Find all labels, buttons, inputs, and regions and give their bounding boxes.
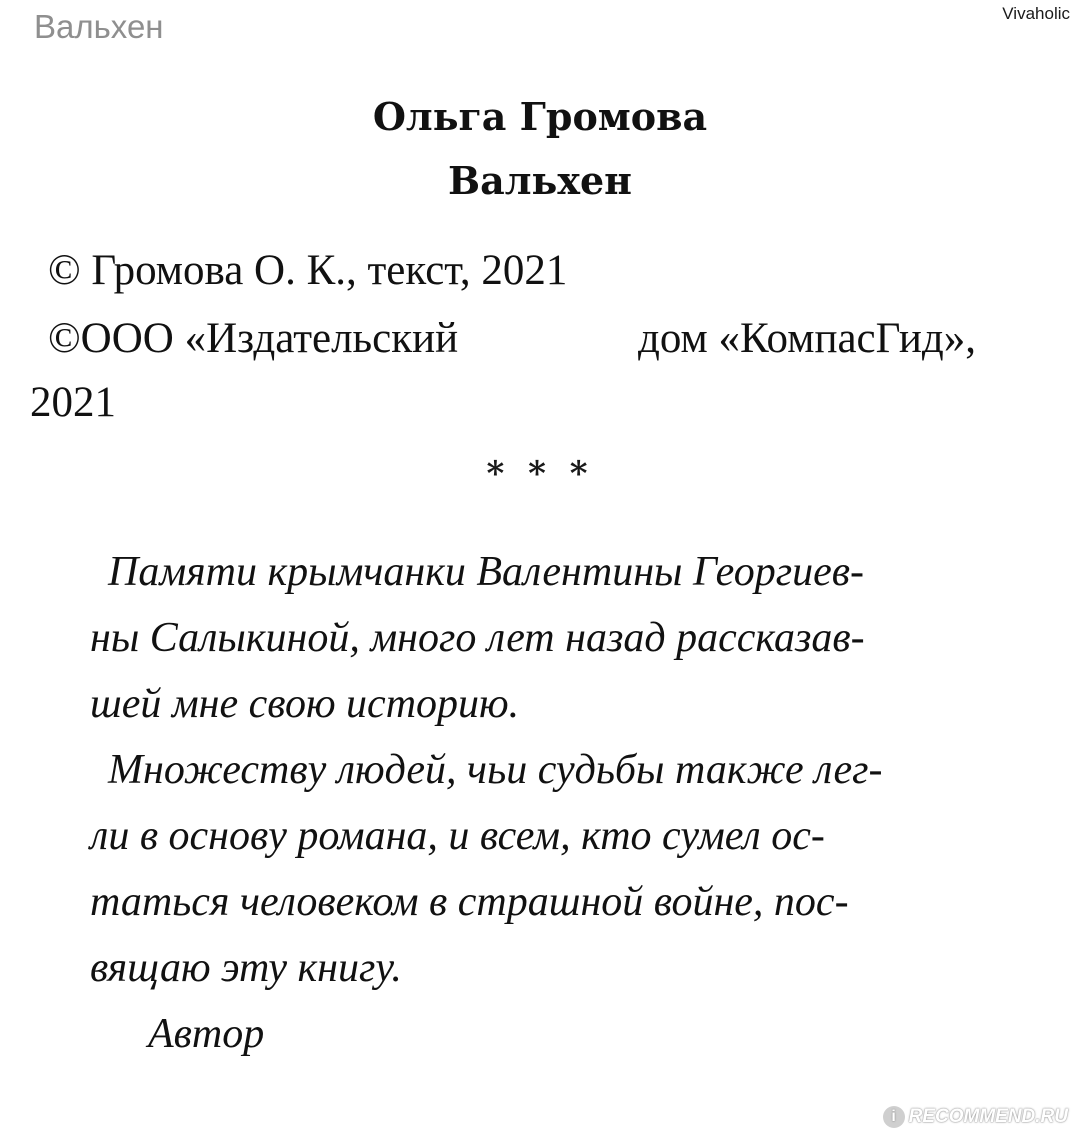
dedication-line: таться человеком в страшной войне, пос-	[90, 879, 849, 925]
recommend-watermark	[883, 1106, 1068, 1128]
dedication-signature: Автор	[148, 1011, 265, 1057]
recommend-logo-icon: i	[883, 1106, 905, 1128]
recommend-watermark-text: RECOMMEND.RU	[908, 1106, 1068, 1127]
dedication-line: вящаю эту книгу.	[90, 945, 402, 991]
dedication-line: Множеству людей, чьи судьбы также лег-	[108, 747, 883, 793]
book-title: Вальхен	[448, 158, 632, 203]
dedication-line: Памяти крымчанки Валентины Георгиев-	[108, 549, 864, 595]
copyright-line-1: © Громова О. К., текст, 2021	[48, 247, 568, 294]
copyright-line-3: 2021	[30, 379, 116, 426]
dedication-line: шей мне свою историю.	[90, 681, 520, 727]
copyright-line-2-start: ©ООО «Издательский	[48, 315, 459, 362]
app-header-title: Вальхен	[34, 8, 164, 45]
dedication-line: ны Салыкиной, много лет назад рассказав-	[90, 615, 865, 661]
dedication-line: ли в основу романа, и всем, кто сумел ос-	[90, 813, 825, 859]
book-author: Ольга Громова	[372, 94, 708, 139]
section-separator: * * *	[486, 454, 594, 494]
watermark-vivaholic: Vivaholic	[1002, 4, 1070, 23]
copyright-line-2-end: дом «КомпасГид»,	[638, 315, 976, 362]
